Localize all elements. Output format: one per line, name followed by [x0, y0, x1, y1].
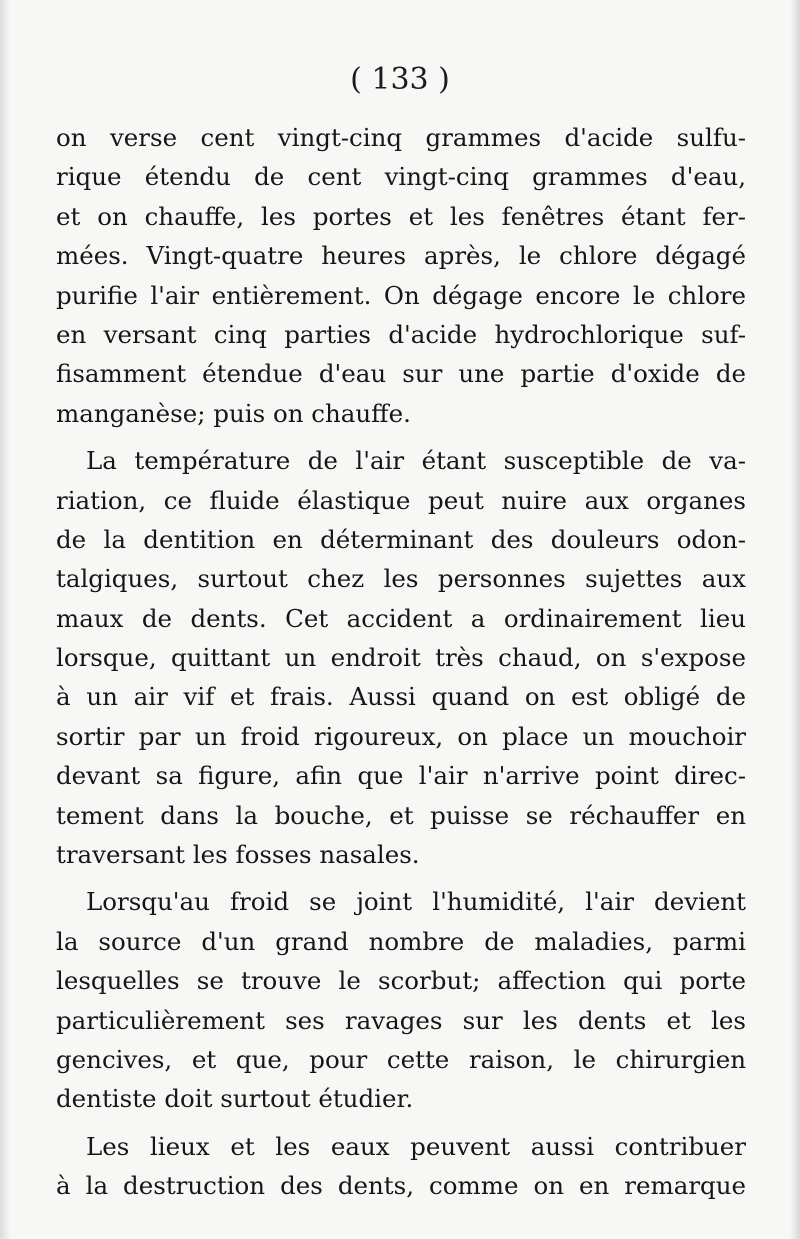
text-line: traversant les fosses nasales.: [56, 840, 420, 870]
text-line: lesquelles se trouve le scorbut; affection qui porte: [56, 966, 746, 996]
text-line: devant sa figure, afin que l'air n'arrive point direc-: [56, 761, 746, 791]
text-line: dentiste doit surtout étudier.: [56, 1084, 414, 1114]
text-line: Lorsqu'au froid se joint l'humidité, l'air devient: [86, 887, 746, 917]
text-line: manganèse; puis on chauffe.: [56, 398, 411, 428]
page-edge-left: [0, 0, 10, 1239]
text-line: la source d'un grand nombre de maladies, parmi: [56, 926, 746, 956]
paragraph-1: [56, 118, 746, 433]
page-edge-right: [790, 0, 800, 1239]
text-line: maux de dents. Cet accident a ordinairement lieu: [56, 603, 746, 633]
text-line: et on chauffe, les portes et les fenêtres étant fer-: [56, 201, 746, 231]
text-line: talgiques, surtout chez les personnes sujettes aux: [56, 564, 746, 594]
paragraph-4: [56, 1127, 746, 1206]
text-line: à un air vif et frais. Aussi quand on est obligé de: [56, 682, 746, 712]
text-line: rique étendu de cent vingt-cinq grammes d'eau,: [56, 162, 746, 192]
page-number: ( 133 ): [350, 62, 450, 97]
text-line: La température de l'air étant susceptible de va-: [86, 446, 746, 476]
paragraph-3: [56, 882, 746, 1118]
body-text: [56, 118, 746, 1206]
text-line: sortir par un froid rigoureux, on place un mouchoir: [56, 721, 746, 751]
text-line: lorsque, quittant un endroit très chaud, on s'expose: [56, 643, 746, 673]
text-line: tement dans la bouche, et puisse se réchauffer en: [56, 800, 746, 830]
text-line: à la destruction des dents, comme on en remarque: [56, 1171, 746, 1201]
text-line: on verse cent vingt-cinq grammes d'acide sulfu-: [56, 123, 746, 152]
text-line: en versant cinq parties d'acide hydrochlorique suf-: [56, 319, 746, 349]
text-line: fisamment étendue d'eau sur une partie d'oxide de: [56, 359, 746, 389]
paragraph-2: [56, 441, 746, 874]
text-line: Les lieux et les eaux peuvent aussi contribuer: [86, 1131, 746, 1161]
text-line: particulièrement ses ravages sur les dents et les: [56, 1005, 746, 1035]
text-line: purifie l'air entièrement. On dégage encore le chlore: [56, 280, 746, 310]
text-line: riation, ce fluide élastique peut nuire aux organes: [56, 485, 746, 515]
text-line: de la dentition en déterminant des douleurs odon-: [56, 524, 746, 554]
text-line: gencives, et que, pour cette raison, le chirurgien: [56, 1044, 746, 1074]
text-line: mées. Vingt-quatre heures après, le chlore dégagé: [56, 241, 746, 271]
